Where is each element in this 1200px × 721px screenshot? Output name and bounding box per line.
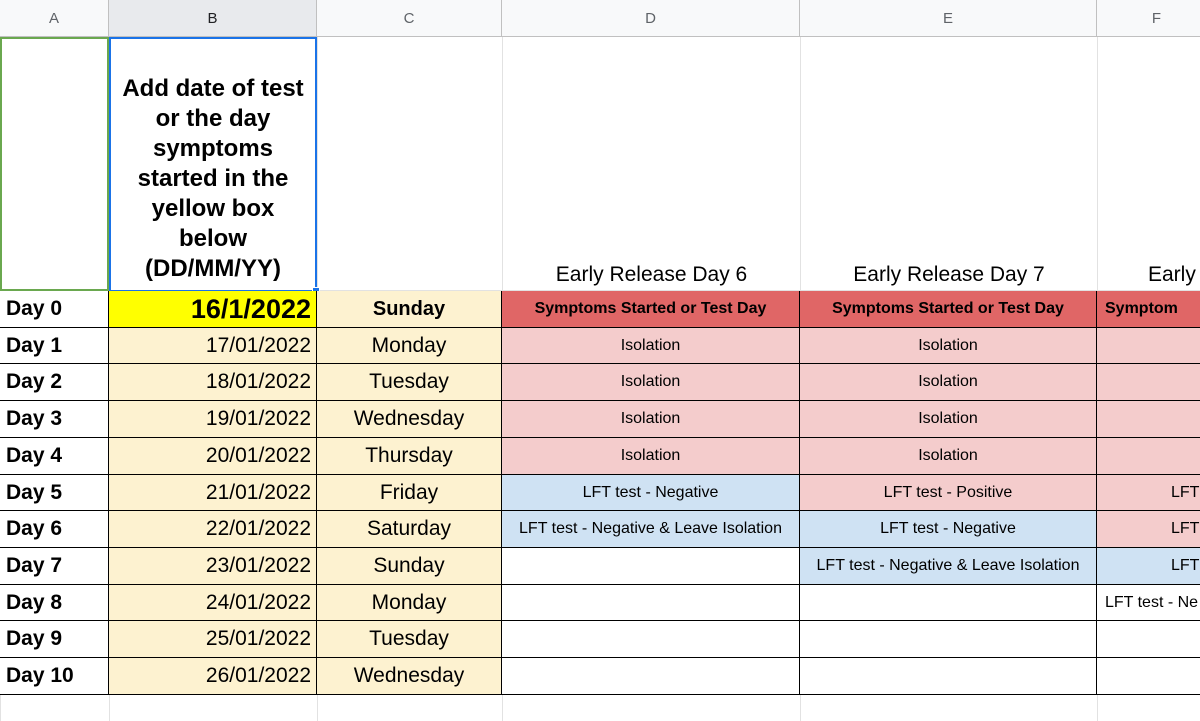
empty-cell[interactable]	[0, 695, 109, 721]
day-label: Day 1	[0, 328, 109, 364]
weekday-cell: Sunday	[317, 548, 502, 585]
date-cell[interactable]: 26/01/2022	[109, 658, 317, 695]
empty-cell[interactable]	[317, 695, 502, 721]
plan-d-cell	[502, 621, 800, 658]
plan-e-cell: Isolation	[800, 328, 1097, 364]
day-label: Day 5	[0, 475, 109, 511]
plan-f-cell	[1097, 364, 1200, 401]
weekday-cell: Sunday	[317, 291, 502, 328]
plan-f-cell: Symptom	[1097, 291, 1200, 328]
day-label: Day 4	[0, 438, 109, 475]
weekday-cell: Wednesday	[317, 658, 502, 695]
empty-cell[interactable]	[800, 695, 1097, 721]
plan-d-cell	[502, 548, 800, 585]
weekday-cell: Thursday	[317, 438, 502, 475]
date-cell[interactable]: 17/01/2022	[109, 328, 317, 364]
plan-e-cell: Isolation	[800, 401, 1097, 438]
day-label: Day 9	[0, 621, 109, 658]
day-label: Day 6	[0, 511, 109, 548]
plan-e-cell: LFT test - Negative	[800, 511, 1097, 548]
plan-d-cell: Isolation	[502, 364, 800, 401]
plan-header-e[interactable]: Early Release Day 7	[800, 37, 1097, 291]
plan-header-d[interactable]: Early Release Day 6	[502, 37, 800, 291]
plan-f-cell: LFT test - Ne	[1097, 585, 1200, 621]
plan-f-cell	[1097, 328, 1200, 364]
plan-d-cell: Isolation	[502, 401, 800, 438]
weekday-cell: Monday	[317, 328, 502, 364]
date-cell[interactable]: 20/01/2022	[109, 438, 317, 475]
day-label: Day 0	[0, 291, 109, 328]
plan-d-cell: Isolation	[502, 438, 800, 475]
column-header-f[interactable]: F	[1097, 0, 1200, 37]
plan-f-cell: LFT	[1097, 511, 1200, 548]
empty-cell[interactable]	[109, 695, 317, 721]
cell-a1[interactable]	[0, 37, 109, 291]
plan-f-cell	[1097, 438, 1200, 475]
plan-d-cell: LFT test - Negative	[502, 475, 800, 511]
plan-e-cell	[800, 621, 1097, 658]
plan-e-cell	[800, 585, 1097, 621]
weekday-cell: Monday	[317, 585, 502, 621]
date-cell[interactable]: 24/01/2022	[109, 585, 317, 621]
column-header-b[interactable]: B	[109, 0, 317, 37]
plan-e-cell: LFT test - Positive	[800, 475, 1097, 511]
weekday-cell: Tuesday	[317, 621, 502, 658]
empty-cell[interactable]	[1097, 695, 1200, 721]
column-header-a[interactable]: A	[0, 0, 109, 37]
weekday-cell: Friday	[317, 475, 502, 511]
plan-e-cell: Symptoms Started or Test Day	[800, 291, 1097, 328]
weekday-cell: Wednesday	[317, 401, 502, 438]
plan-f-cell	[1097, 658, 1200, 695]
plan-d-cell: Symptoms Started or Test Day	[502, 291, 800, 328]
day-label: Day 8	[0, 585, 109, 621]
plan-d-cell: LFT test - Negative & Leave Isolation	[502, 511, 800, 548]
test-date-input[interactable]: 16/1/2022	[109, 291, 317, 328]
plan-f-cell	[1097, 621, 1200, 658]
weekday-cell: Saturday	[317, 511, 502, 548]
cell-c1[interactable]	[317, 37, 502, 291]
plan-f-cell: LFT	[1097, 475, 1200, 511]
day-label: Day 2	[0, 364, 109, 401]
plan-f-cell	[1097, 401, 1200, 438]
column-header-e[interactable]: E	[800, 0, 1097, 37]
instruction-cell-selected[interactable]: Add date of test or the day symptoms started in the yellow box below (DD/MM/YY)	[109, 37, 317, 292]
day-label: Day 3	[0, 401, 109, 438]
plan-header-f[interactable]: Early	[1097, 37, 1200, 291]
date-cell[interactable]: 21/01/2022	[109, 475, 317, 511]
plan-d-cell	[502, 585, 800, 621]
plan-e-cell: Isolation	[800, 438, 1097, 475]
date-cell[interactable]: 25/01/2022	[109, 621, 317, 658]
weekday-cell: Tuesday	[317, 364, 502, 401]
date-cell[interactable]: 19/01/2022	[109, 401, 317, 438]
date-cell[interactable]: 18/01/2022	[109, 364, 317, 401]
plan-d-cell	[502, 658, 800, 695]
plan-d-cell: Isolation	[502, 328, 800, 364]
day-label: Day 10	[0, 658, 109, 695]
day-label: Day 7	[0, 548, 109, 585]
plan-f-cell: LFT	[1097, 548, 1200, 585]
date-cell[interactable]: 22/01/2022	[109, 511, 317, 548]
column-header-d[interactable]: D	[502, 0, 800, 37]
plan-e-cell	[800, 658, 1097, 695]
column-header-c[interactable]: C	[317, 0, 502, 37]
plan-e-cell: LFT test - Negative & Leave Isolation	[800, 548, 1097, 585]
plan-e-cell: Isolation	[800, 364, 1097, 401]
date-cell[interactable]: 23/01/2022	[109, 548, 317, 585]
empty-cell[interactable]	[502, 695, 800, 721]
